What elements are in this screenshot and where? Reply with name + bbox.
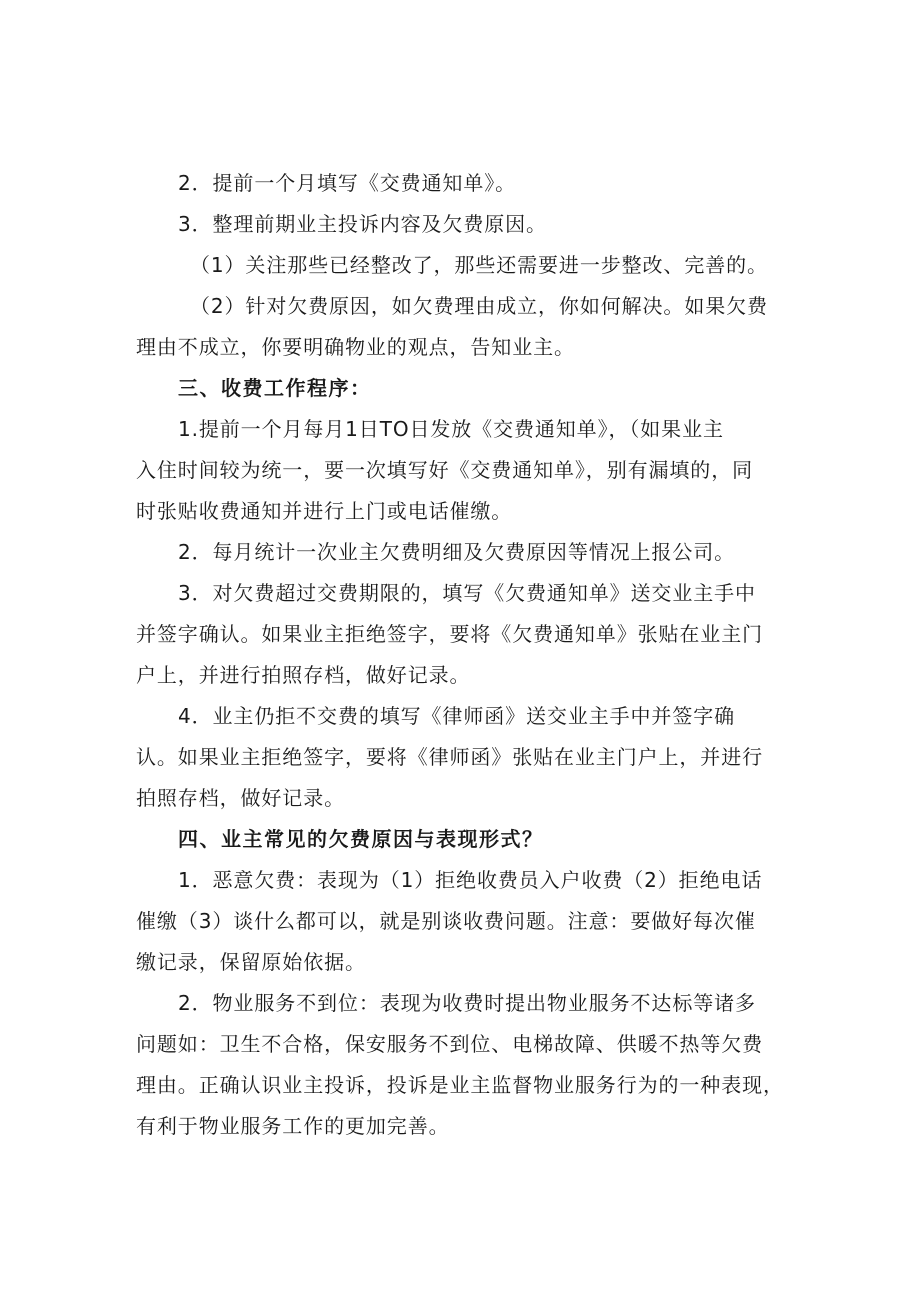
paragraph-line: 认。如果业主拒绝签字，要将《律师函》张贴在业主门户上，并进行 — [136, 745, 763, 769]
paragraph-line: 户上，并进行拍照存档，做好记录。 — [136, 663, 471, 687]
paragraph-line: 有利于物业服务工作的更加完善。 — [136, 1114, 450, 1138]
paragraph-line: 理由不成立，你要明确物业的观点，告知业主。 — [136, 335, 575, 359]
paragraph-line: 2．每月统计一次业主欠费明细及欠费原因等情况上报公司。 — [178, 540, 736, 564]
paragraph-line: 2．提前一个月填写《交费通知单》。 — [178, 171, 517, 195]
section-heading: 四、业主常见的欠费原因与表现形式？ — [178, 827, 544, 851]
paragraph-line: 问题如：卫生不合格，保安服务不到位、电梯故障、供暖不热等欠费 — [136, 1032, 763, 1056]
paragraph-line: 3．整理前期业主投诉内容及欠费原因。 — [178, 212, 547, 236]
section-heading: 三、收费工作程序： — [178, 376, 372, 400]
paragraph-line: 2．物业服务不到位：表现为收费时提出物业服务不达标等诸多 — [178, 991, 756, 1015]
paragraph-line: （1）关注那些已经整改了，那些还需要进一步整改、完善的。 — [190, 253, 768, 277]
paragraph-line: 1.提前一个月每月1日TO日发放《交费通知单》，（如果业主 — [178, 417, 724, 441]
paragraph-line: 缴记录，保留原始依据。 — [136, 950, 366, 974]
paragraph-line: 3．对欠费超过交费期限的，填写《欠费通知单》送交业主手中 — [178, 581, 756, 605]
paragraph-line: 入住时间较为统一，要一次填写好《交费通知单》，别有漏填的，同 — [136, 458, 753, 482]
document-body — [136, 163, 786, 1147]
paragraph-line: 时张贴收费通知并进行上门或电话催缴。 — [136, 499, 513, 523]
paragraph-line: 1．恶意欠费：表现为（1）拒绝收费员入户收费（2）拒绝电话 — [178, 868, 763, 892]
paragraph-line: 4．业主仍拒不交费的填写《律师函》送交业主手中并签字确 — [178, 704, 736, 728]
paragraph-line: 催缴（3）谈什么都可以，就是别谈收费问题。注意：要做好每次催 — [136, 909, 756, 933]
paragraph-line: 并签字确认。如果业主拒绝签字，要将《欠费通知单》张贴在业主门 — [136, 622, 763, 646]
paragraph-line: （2）针对欠费原因，如欠费理由成立，你如何解决。如果欠费 — [190, 294, 768, 318]
paragraph-line: 理由。正确认识业主投诉，投诉是业主监督物业服务行为的一种表现， — [136, 1073, 784, 1097]
paragraph-line: 拍照存档，做好记录。 — [136, 786, 345, 810]
